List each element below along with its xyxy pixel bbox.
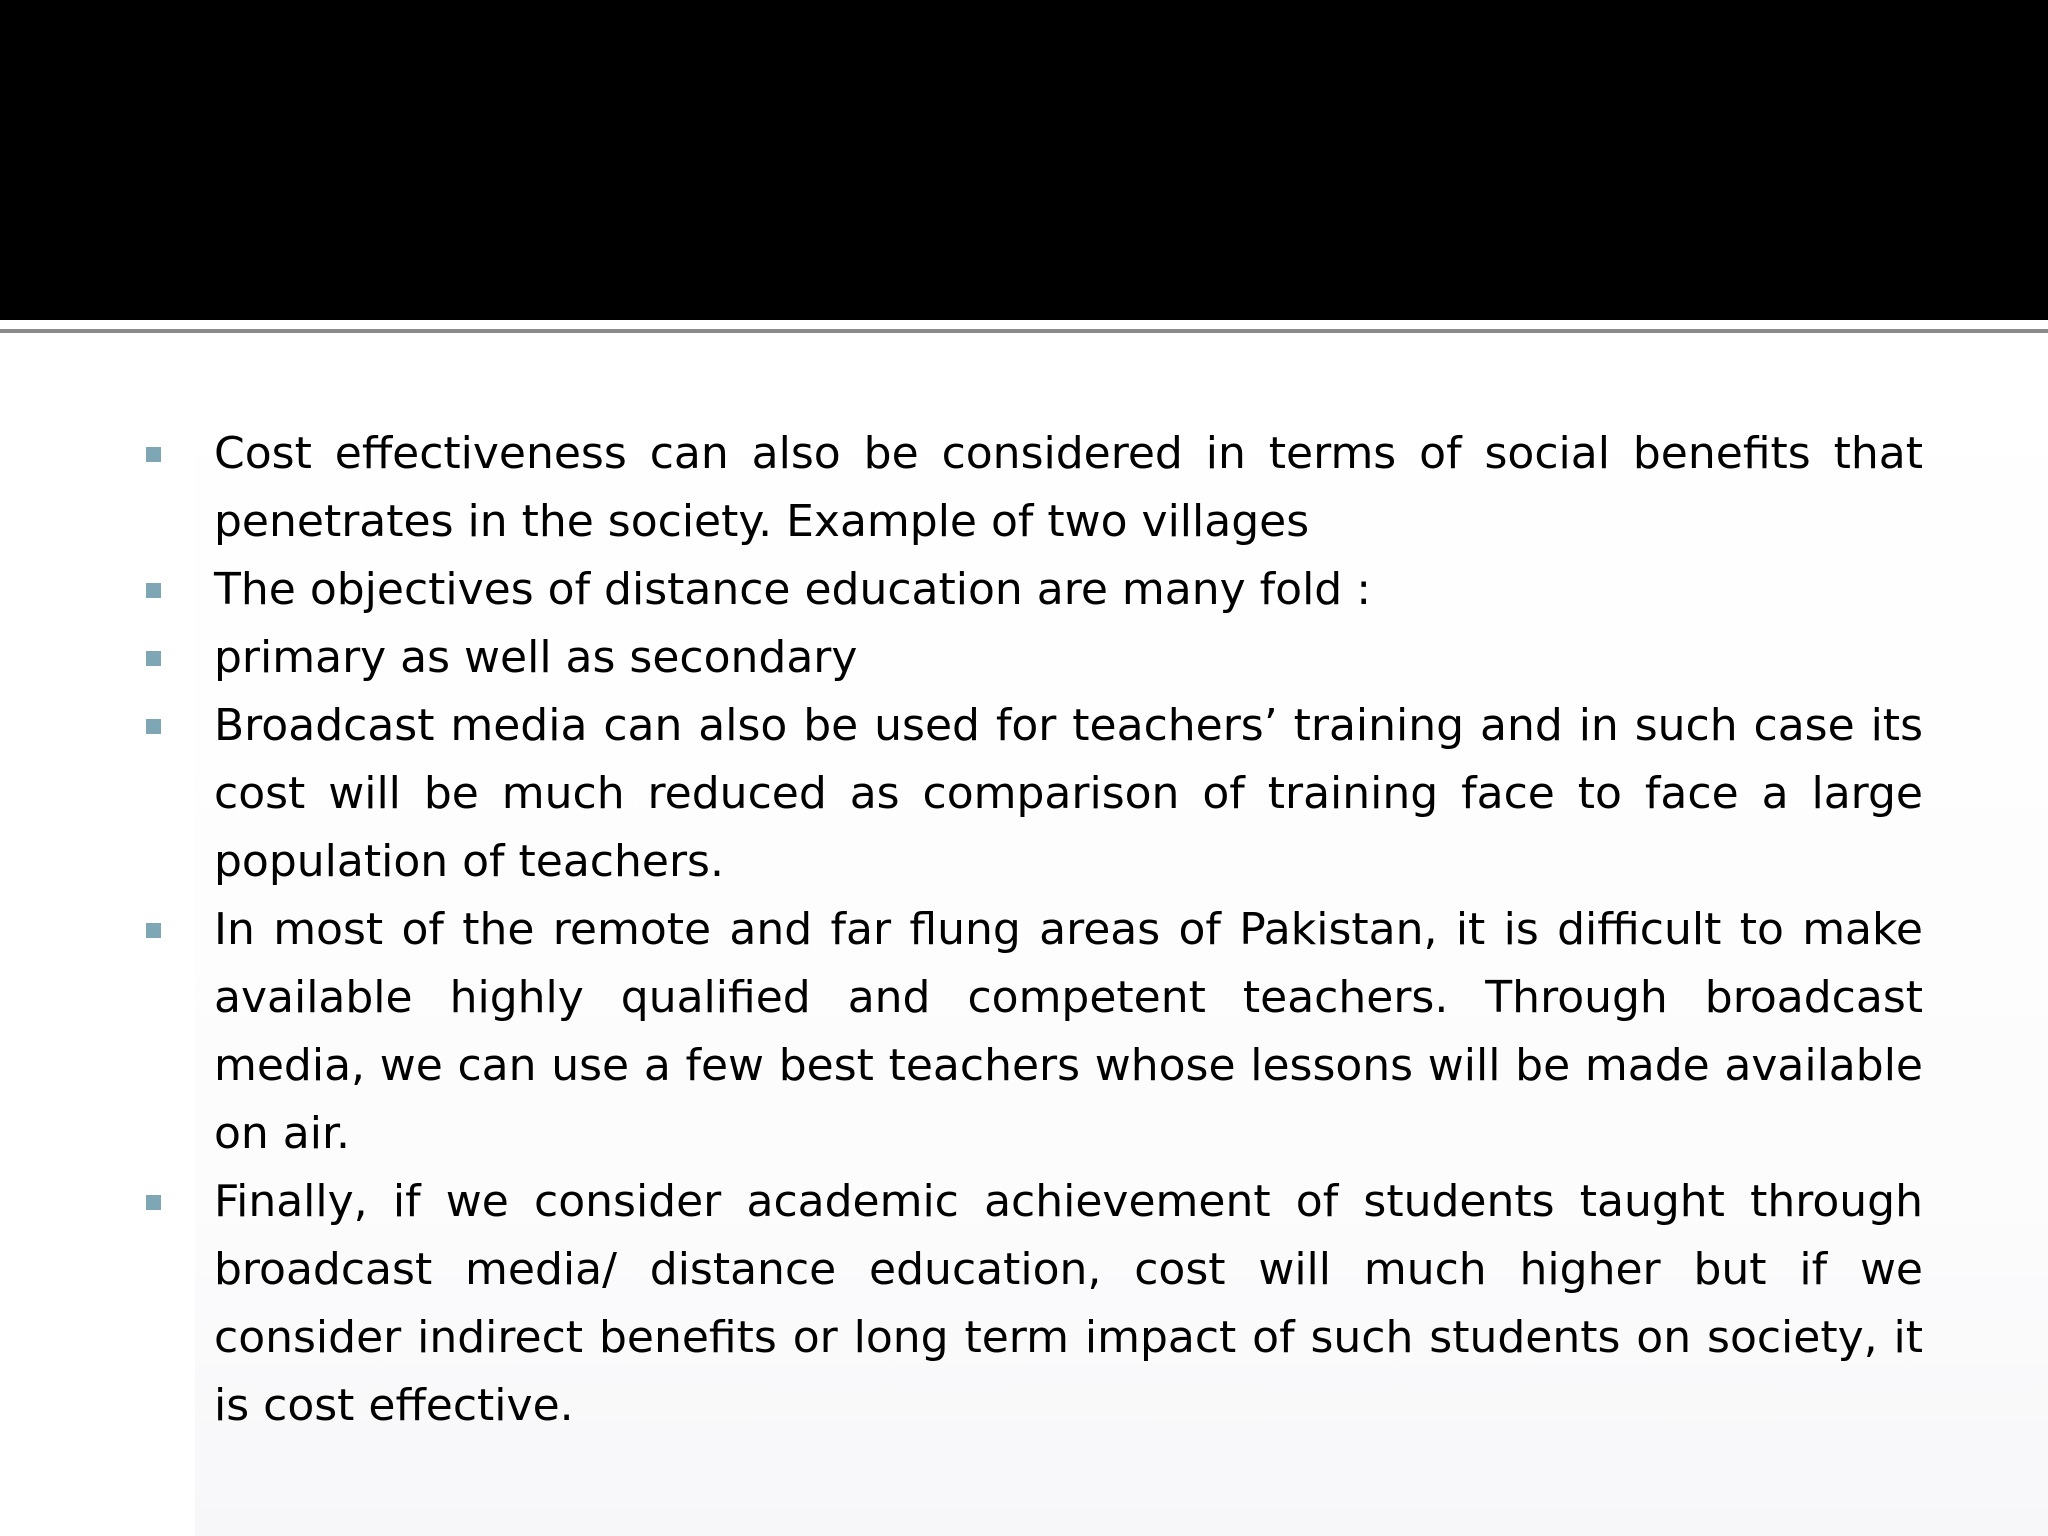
square-bullet-icon (146, 719, 161, 734)
bullet-item (0, 692, 2048, 896)
square-bullet-icon (146, 447, 161, 462)
bullet-item (0, 1168, 2048, 1440)
bullet-text: The objectives of distance education are many fold : (214, 564, 1372, 615)
square-bullet-icon (146, 923, 161, 938)
title-divider (0, 329, 2048, 333)
bullet-text: Broadcast media can also be used for teachers’ training and in such case its cost will be much reduced as comparison of training face to face a large population of teachers. (214, 700, 1923, 887)
square-bullet-icon (146, 651, 161, 666)
title-bar (0, 0, 2048, 320)
square-bullet-icon (146, 583, 161, 598)
bullet-text: In most of the remote and far flung areas of Pakistan, it is difficult to make available highly qualified and competent teachers. Through broadcast media, we can use a few best teachers whose lessons will be made available on air. (214, 904, 1923, 1159)
bullet-text: Cost effectiveness can also be considered in terms of social benefits that penetrates in the society. Example of two villages (214, 428, 1923, 547)
bullet-list (0, 420, 2048, 1440)
square-bullet-icon (146, 1195, 161, 1210)
bullet-text: primary as well as secondary (214, 632, 858, 683)
bullet-text: Finally, if we consider academic achievement of students taught through broadcast media/ distance education, cost will much higher but if we consider indirect benefits or long term impact of such students on society, it is cost effective. (214, 1176, 1923, 1431)
bullet-item (0, 556, 2048, 624)
bullet-item (0, 896, 2048, 1168)
bullet-item (0, 624, 2048, 692)
bullet-item (0, 420, 2048, 556)
